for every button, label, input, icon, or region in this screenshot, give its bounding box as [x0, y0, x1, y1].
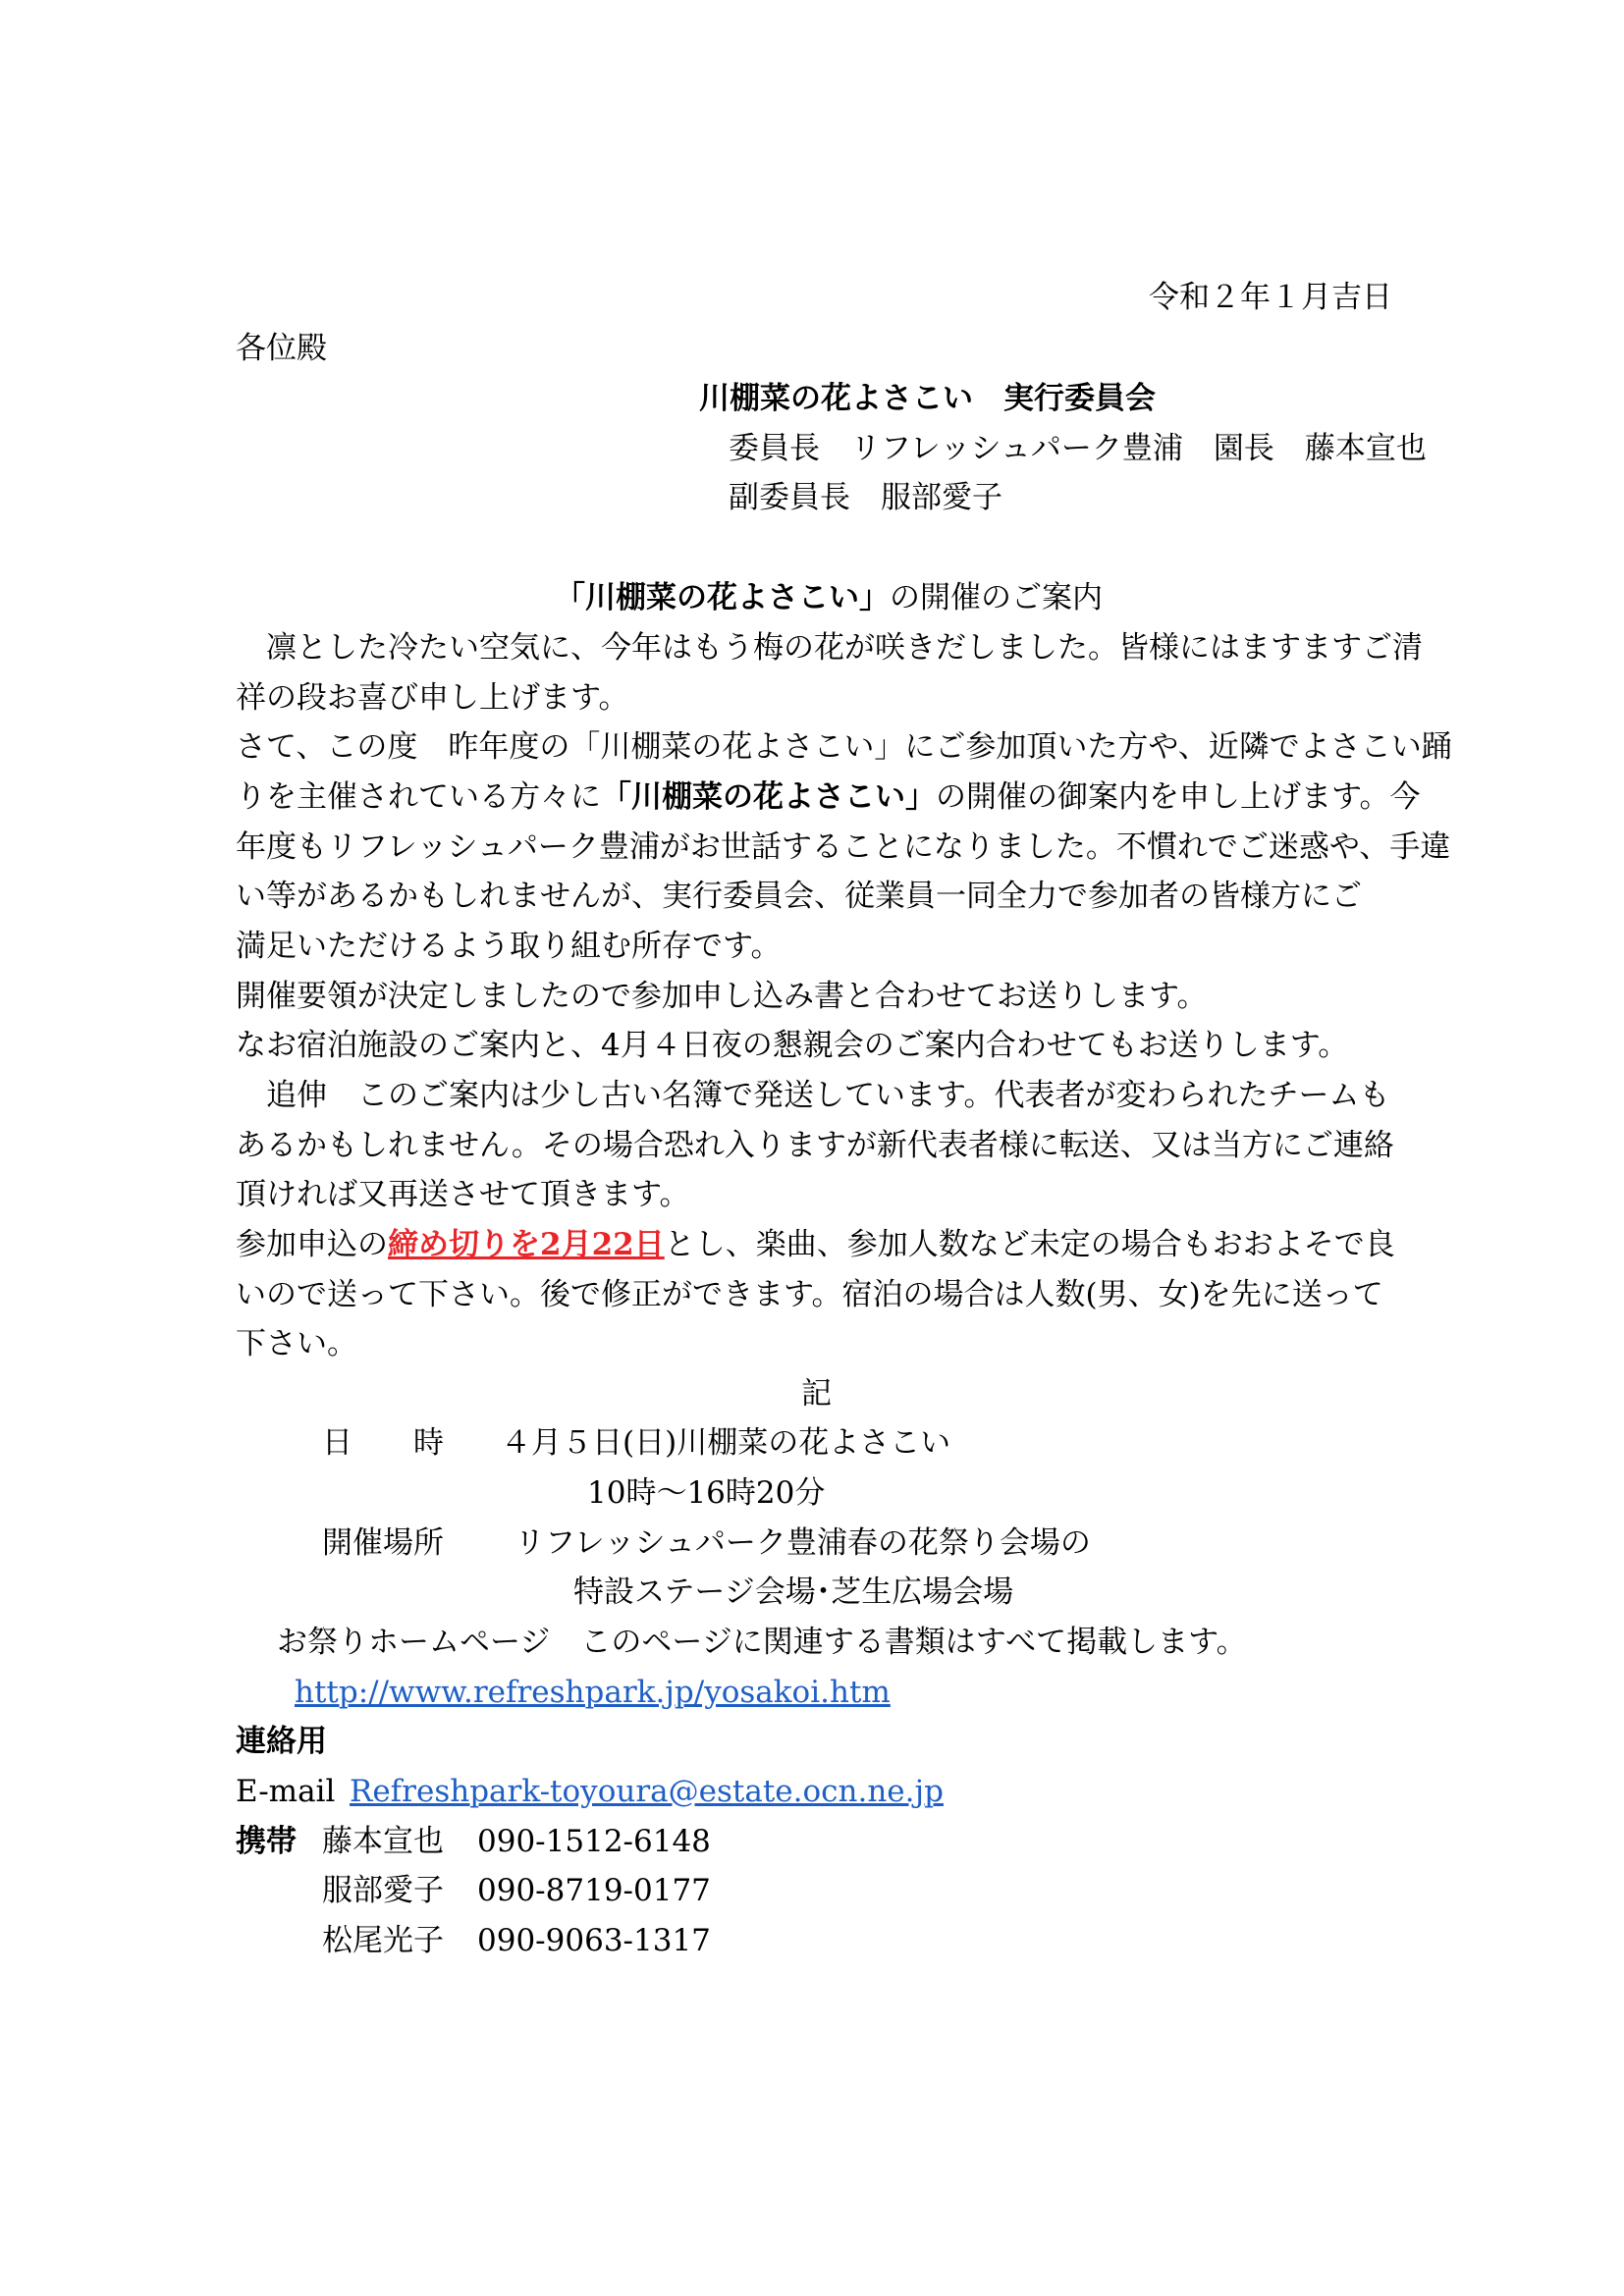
contact-phone: 090-8719-0177: [477, 1873, 711, 1908]
addressee: 各位殿: [236, 331, 327, 366]
contact-name: 藤本宣也: [322, 1824, 444, 1859]
body-line: いので送って下さい。後で修正ができます。宿泊の場合は人数(男、女)を先に送って: [236, 1277, 1383, 1312]
venue-value: リフレッシュパーク豊浦春の花祭り会場の: [514, 1525, 1091, 1561]
homepage-label: お祭りホームページ このページに関連する書類はすべて掲載します。: [277, 1625, 1247, 1660]
document-title: 「川棚菜の花よさこい」の開催のご案内: [555, 580, 1103, 615]
date-label: 日 時: [322, 1425, 444, 1461]
contact-phone: 090-1512-6148: [477, 1824, 711, 1859]
chairperson: 委員長 リフレッシュパーク豊浦 園長 藤本宣也: [729, 431, 1427, 466]
body-line: 開催要領が決定しましたので参加申し込み書と合わせてお送りします。: [236, 979, 1208, 1014]
body-line: 参加申込の締め切りを2月22日とし、楽曲、参加人数など未定の場合もおおよそで良: [236, 1227, 1395, 1262]
body-line: 下さい。: [236, 1326, 357, 1362]
body-line: 満足いただけるよう取り組む所存です。: [236, 929, 782, 964]
email-label: E-mail: [236, 1774, 336, 1809]
body-line: 凛とした冷たい空気に、今年はもう梅の花が咲きだしました。皆様にはますますご清: [236, 630, 1423, 666]
document-date: 令和２年１月吉日: [1149, 280, 1392, 315]
mobile-label: 携帯: [236, 1824, 297, 1859]
body-line: 追伸 このご案内は少し古い名簿で発送しています。代表者が変わられたチームも: [236, 1078, 1390, 1113]
body-line: あるかもしれません。その場合恐れ入りますが新代表者様に転送、又は当方にご連絡: [236, 1128, 1394, 1163]
contact-name: 松尾光子: [322, 1923, 444, 1958]
body-line: 頂ければ又再送させて頂きます。: [236, 1177, 690, 1212]
email-link[interactable]: Refreshpark-toyoura@estate.ocn.ne.jp: [350, 1774, 944, 1809]
contact-phone: 090-9063-1317: [477, 1923, 711, 1958]
body-line: さて、この度 昨年度の「川棚菜の花よさこい」にご参加頂いた方や、近隣でよさこい踊: [236, 729, 1452, 765]
venue-label: 開催場所: [322, 1525, 444, 1561]
body-line: 祥の段お喜び申し上げます。: [236, 680, 629, 716]
organization-name: 川棚菜の花よさこい 実行委員会: [699, 381, 1156, 416]
contact-name: 服部愛子: [322, 1873, 444, 1908]
time-value: 10時～16時20分: [587, 1475, 826, 1511]
body-line: 年度もリフレッシュパーク豊浦がお世話することになりました。不慣れでご迷惑や、手違: [236, 829, 1451, 865]
venue-value-2: 特設ステージ会場･芝生広場会場: [573, 1575, 1014, 1610]
body-line: なお宿泊施設のご案内と、4月４日夜の懇親会のご案内合わせてもお送りします。: [236, 1028, 1349, 1063]
body-line: りを主催されている方々に「川棚菜の花よさこい」の開催の御案内を申し上げます。今: [236, 779, 1421, 815]
ki-heading: 記: [801, 1376, 832, 1412]
vice-chairperson: 副委員長 服部愛子: [729, 480, 1002, 515]
date-value: ４月５日(日)川棚菜の花よさこい: [501, 1425, 951, 1461]
homepage-link[interactable]: http://www.refreshpark.jp/yosakoi.htm: [295, 1675, 891, 1710]
contact-heading: 連絡用: [236, 1724, 327, 1759]
body-line: い等があるかもしれませんが、実行委員会、従業員一同全力で参加者の皆様方にご: [236, 879, 1362, 914]
deadline-notice: 締め切りを2月22日: [388, 1227, 665, 1262]
